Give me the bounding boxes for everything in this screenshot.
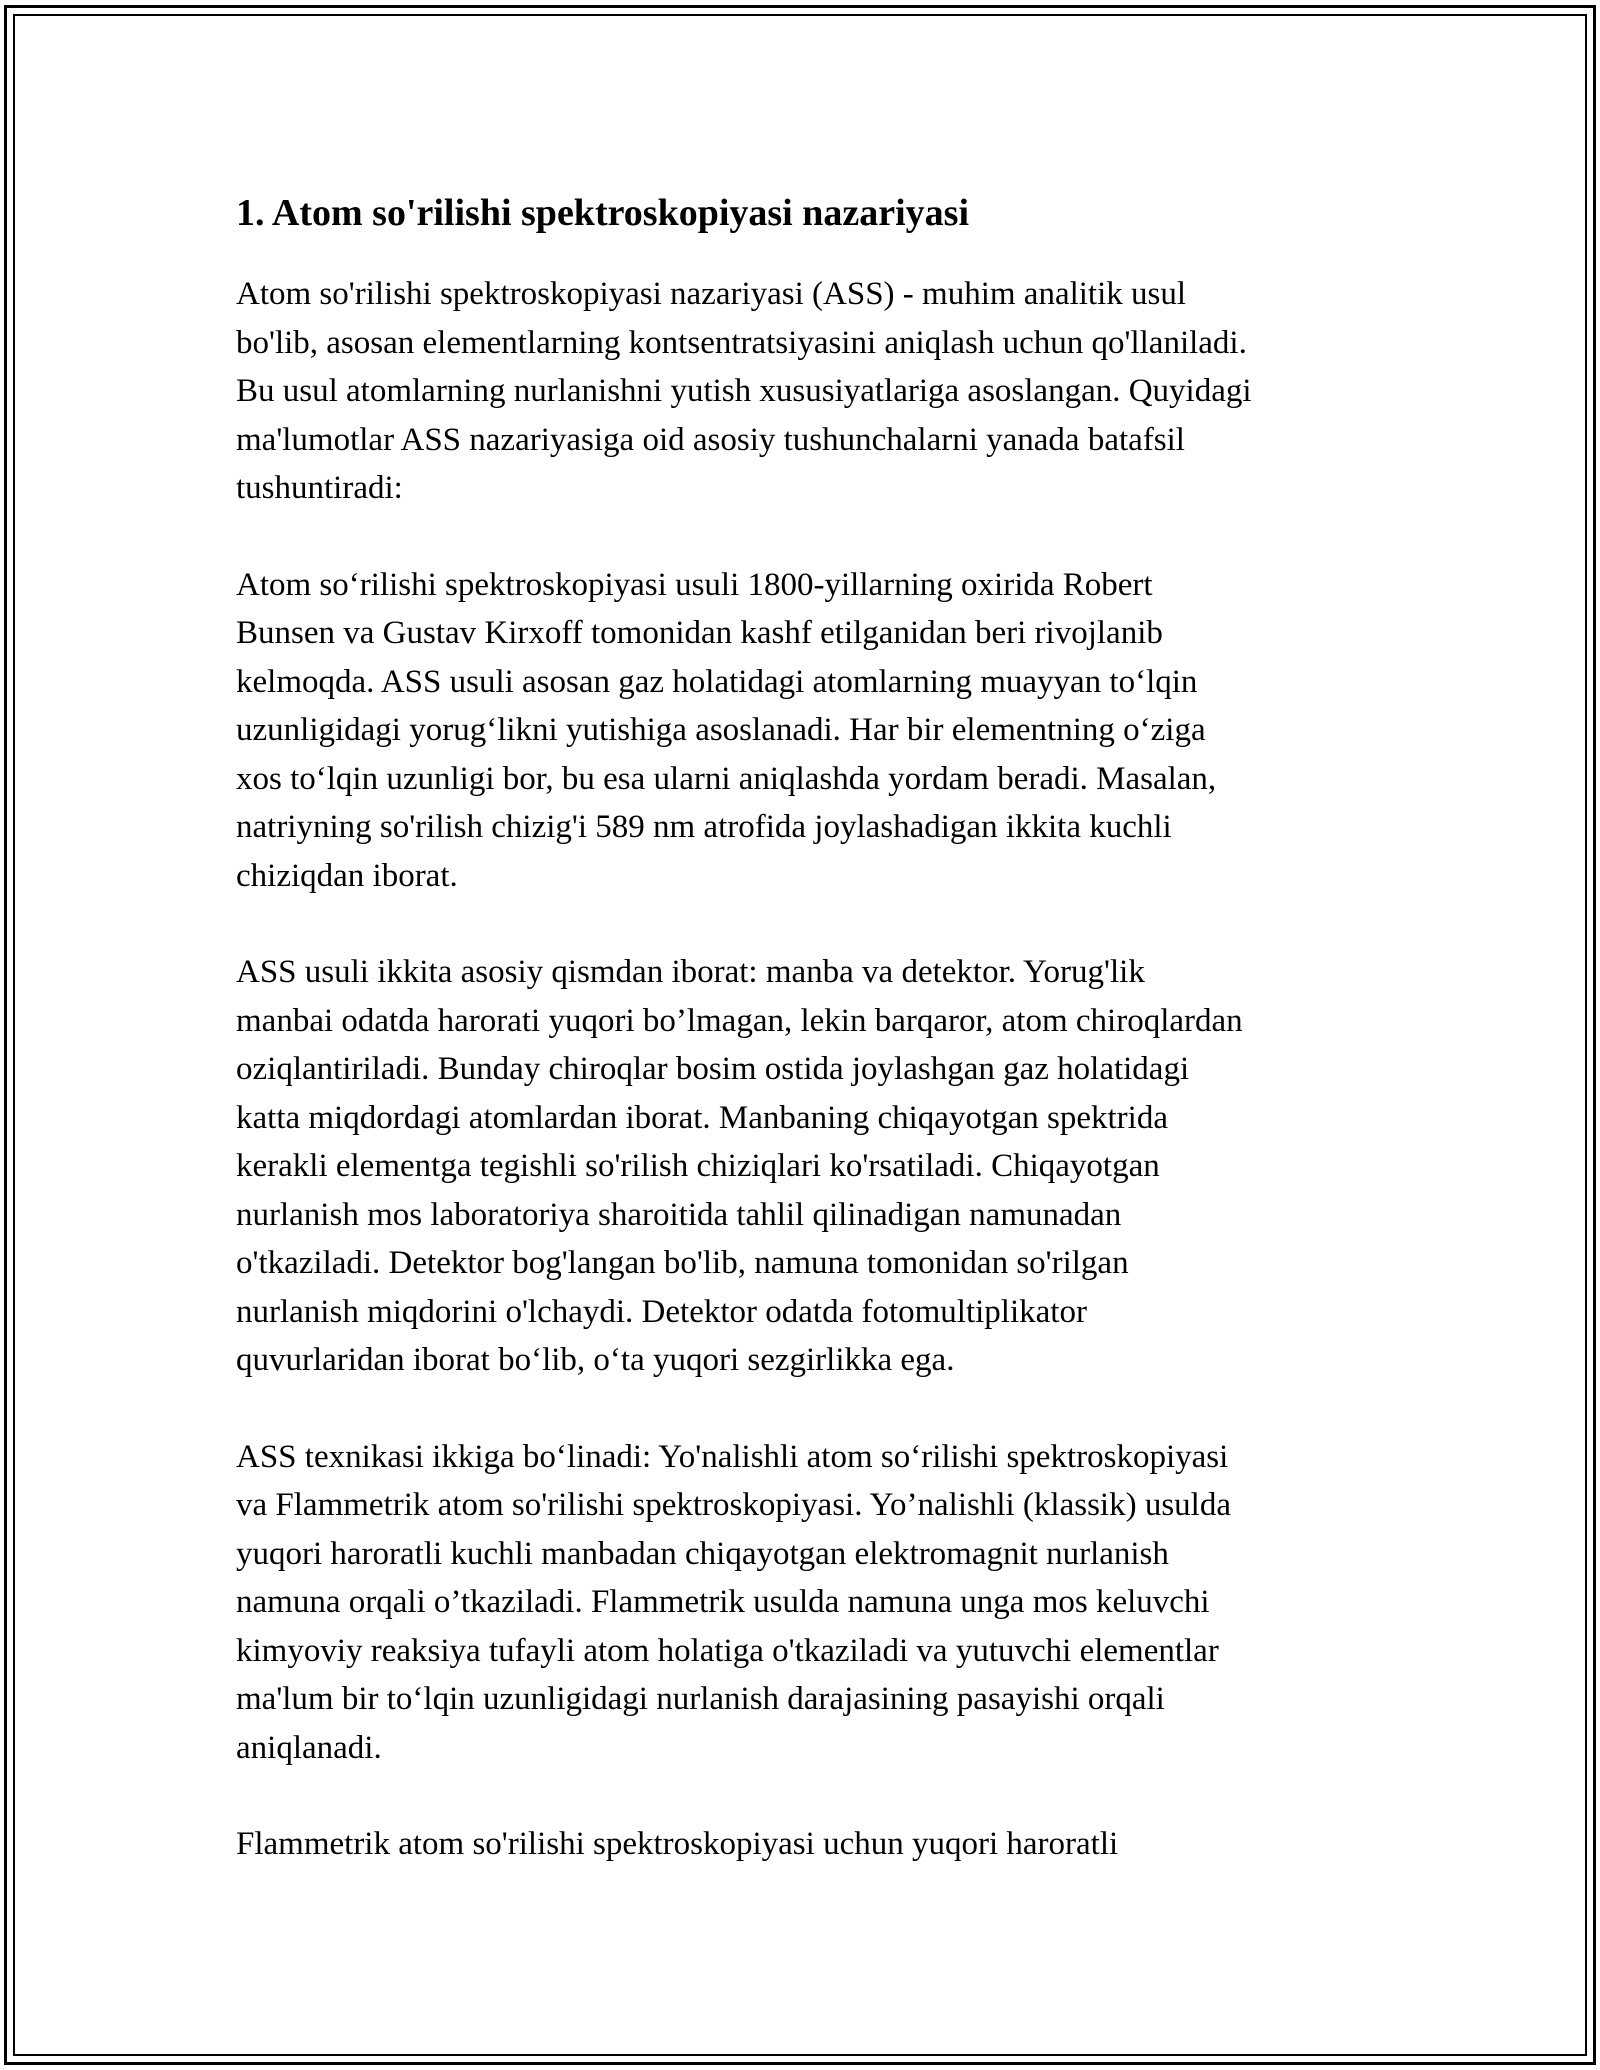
paragraph-flammetric: Flammetrik atom so'rilishi spektroskopiyasi uchun yuqori haroratli	[236, 1826, 1119, 1862]
paragraph-techniques: ASS texnikasi ikkiga bo‘linadi: Yo'nalishli atom so‘rilishi spektroskopiyasi va Flammetrik atom so'rilishi spektroskopiyasi. Yo’nalishli (klassik) usulda yuqori haroratli kuchli manbadan chiqayotgan elektromagnit nurlanish namuna orqali o’tkaziladi. Flammetrik usulda namuna unga mos keluvchi kimyoviy reaksiya tufayli atom holatiga o'tkaziladi va yutuvchi elementlar ma'lum bir to‘lqin uzunligidagi nurlanish darajasining pasayishi orqali aniqlanadi.	[236, 1438, 1231, 1766]
section-heading: 1. Atom so'rilishi spektroskopiyasi nazariyasi	[236, 192, 970, 234]
paragraph-intro: Atom so'rilishi spektroskopiyasi nazariyasi (ASS) - muhim analitik usul bo'lib, asosan elementlarning kontsentratsiyasini aniqlash uchun qo'llaniladi. Bu usul atomlarning nurlanishni yutish xususiyatlariga asoslangan. Quyidagi ma'lumotlar ASS nazariyasiga oid asosiy tushunchalarni yanada batafsil tushuntiradi:	[236, 276, 1252, 506]
paragraph-history: Atom so‘rilishi spektroskopiyasi usuli 1800-yillarning oxirida Robert Bunsen va Gustav Kirxoff tomonidan kashf etilganidan beri rivojlanib kelmoqda. ASS usuli asosan gaz holatidagi atomlarning muayyan to‘lqin uzunligidagi yorug‘likni yutishiga asoslanadi. Har bir elementning o‘ziga xos to‘lqin uzunligi bor, bu esa ularni aniqlashda yordam beradi. Masalan, natriyning so'rilish chizig'i 589 nm atrofida joylashadigan ikkita kuchli chiziqdan iborat.	[236, 566, 1217, 894]
paragraph-components: ASS usuli ikkita asosiy qismdan iborat: manba va detektor. Yorug'lik manbai odatda harorati yuqori bo’lmagan, lekin barqaror, atom chiroqlardan oziqlantiriladi. Bunday chiroqlar bosim ostida joylashgan gaz holatidagi katta miqdordagi atomlardan iborat. Manbaning chiqayotgan spektrida kerakli elementga tegishli so'rilish chiziqlari ko'rsatiladi. Chiqayotgan nurlanish mos laboratoriya sharoitida tahlil qilinadigan namunadan o'tkaziladi. Detektor bog'langan bo'lib, namuna tomonidan so'rilgan nurlanish miqdorini o'lchaydi. Detektor odatda fotomultiplikator quvurlaridan iborat bo‘lib, o‘ta yuqori sezgirlikka ega.	[236, 954, 1243, 1378]
document-body	[236, 186, 1386, 1869]
